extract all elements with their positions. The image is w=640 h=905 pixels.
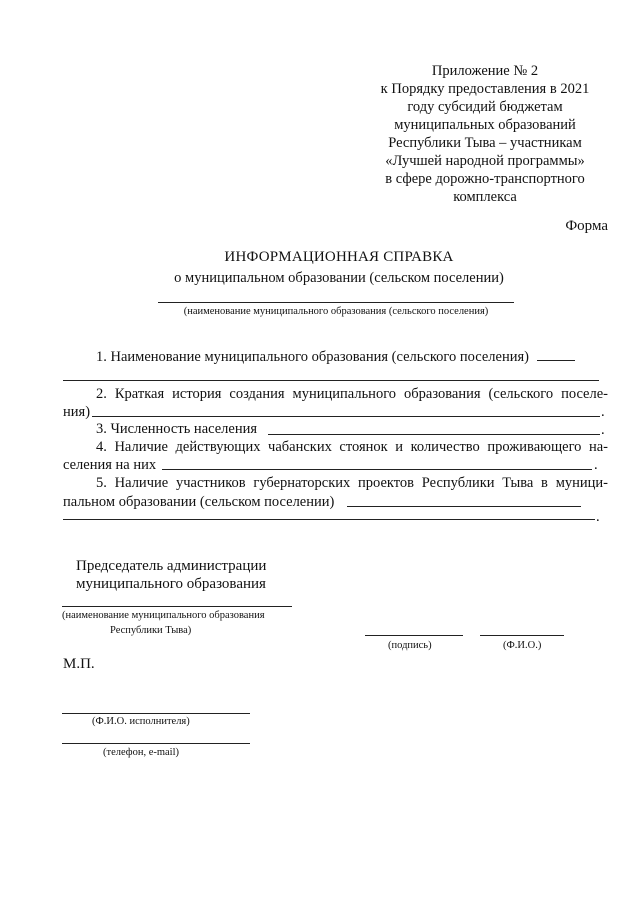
item-3-dot: .: [601, 422, 605, 438]
item-3-fill-line[interactable]: [268, 434, 600, 435]
item-2-line-a: 2. Краткая история создания муниципального образования (сельского поселе-: [96, 386, 608, 402]
signature-caption: (подпись): [388, 640, 432, 651]
appendix-line: в сфере дорожно-транспортного: [385, 171, 585, 187]
municipality-sign-line[interactable]: [62, 606, 292, 607]
phone-line[interactable]: [62, 743, 250, 744]
document-subtitle: о муниципальном образовании (сельском поселении): [174, 270, 504, 286]
chair-title-line-2: муниципального образования: [76, 576, 266, 592]
appendix-line: году субсидий бюджетам: [407, 99, 563, 115]
executor-line[interactable]: [62, 713, 250, 714]
chair-title-line-1: Председатель администрации: [76, 558, 267, 574]
item-2-text-b: ния): [63, 404, 91, 420]
item-3-label: 3. Численность населения: [96, 421, 258, 437]
appendix-block: [360, 62, 610, 206]
municipality-name-line[interactable]: [158, 302, 514, 303]
item-4-fill-line[interactable]: [162, 469, 592, 470]
item-1-text: 1. Наименование муниципального образования (сельского поселения): [96, 349, 529, 365]
item-4-line-b: селения на них: [63, 457, 157, 473]
fio-caption: (Ф.И.О.): [503, 640, 542, 651]
appendix-line: Республики Тыва – участникам: [388, 135, 582, 151]
appendix-line: муниципальных образований: [394, 117, 576, 133]
item-5-line-b: пальном образовании (сельском поселении): [63, 494, 335, 510]
stamp-label: М.П.: [63, 656, 95, 672]
item-5-line-a: 5. Наличие участников губернаторских проектов Республики Тыва в муници-: [96, 475, 608, 491]
form-label: Форма: [565, 218, 608, 234]
item-2-fill-line[interactable]: [92, 416, 600, 417]
item-5-fill-line[interactable]: [347, 506, 581, 507]
municipality-caption-2: Республики Тыва): [110, 625, 192, 636]
appendix-line: к Порядку предоставления в 2021: [380, 81, 590, 97]
item-4-dot: .: [594, 457, 598, 473]
item-2-line-b: [63, 404, 90, 421]
item-5-continuation-line[interactable]: [63, 519, 595, 520]
appendix-line: «Лучшей народной программы»: [385, 153, 585, 169]
fio-line[interactable]: [480, 635, 564, 636]
item-1-fill-line[interactable]: [537, 348, 575, 361]
appendix-line: комплекса: [453, 189, 517, 205]
signature-line[interactable]: [365, 635, 463, 636]
item-1-label: [96, 348, 575, 366]
item-4-line-a: 4. Наличие действующих чабанских стоянок и количество проживающего на-: [96, 439, 608, 455]
executor-caption: (Ф.И.О. исполнителя): [92, 716, 190, 727]
item-5-dot: .: [596, 509, 600, 525]
phone-caption: (телефон, e-mail): [103, 747, 180, 758]
municipality-caption-1: (наименование муниципального образования: [62, 610, 265, 621]
item-1-continuation-line[interactable]: [63, 380, 599, 381]
municipality-name-caption: (наименование муниципального образования (сельского поселения): [183, 306, 489, 317]
document-title: ИНФОРМАЦИОННАЯ СПРАВКА: [224, 249, 454, 265]
appendix-line: Приложение № 2: [431, 63, 539, 79]
item-2-dot: .: [601, 404, 605, 420]
